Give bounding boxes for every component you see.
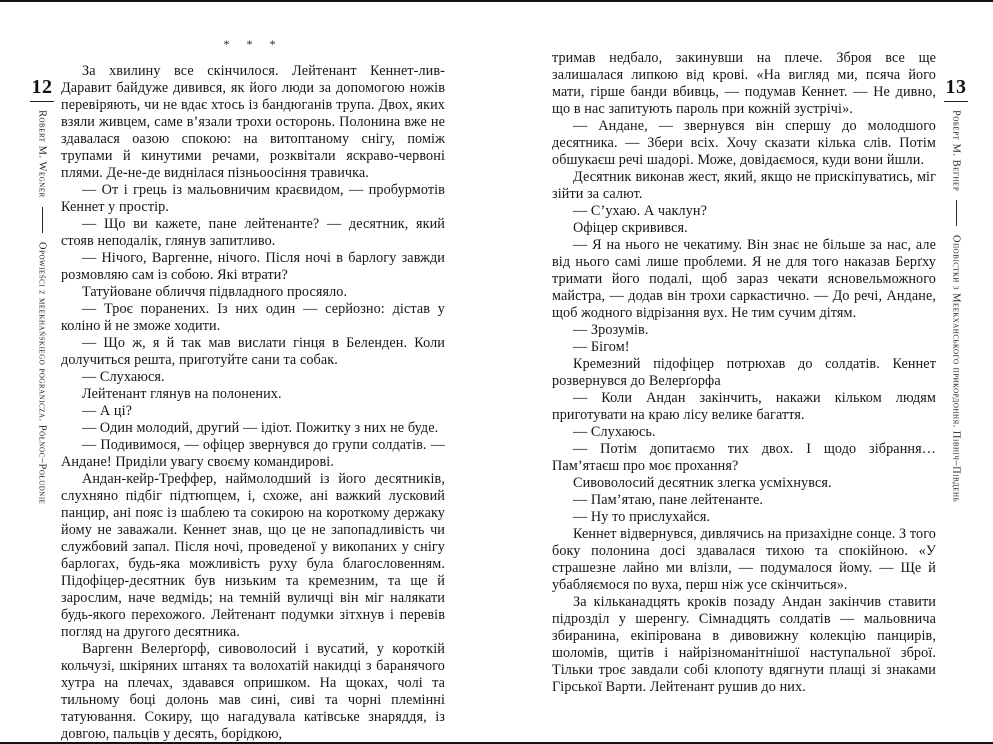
paragraph: Кеннет відвернувся, дивлячись на призахідне сонце. З того боку полонина досі здавалася тихою та спокійною. «У страшезне лайно ми влізли, — подумалося йому. — Ще й убабляємося по вуха, перш ніж усе скінчиться». (552, 526, 936, 593)
running-title-left (37, 110, 48, 504)
left-margin-strip (24, 76, 60, 504)
paragraph: Сивоволосий десятник злегка усміхнувся. (573, 475, 832, 491)
section-break-ornament: * * * (223, 37, 283, 51)
left-page-column (61, 36, 445, 743)
right-page-column (552, 50, 936, 696)
paragraph: — С’ухаю. А чаклун? (573, 203, 707, 219)
paragraph: Татуйоване обличчя підвладного просяяло. (82, 284, 348, 300)
paragraph: — А ці? (82, 403, 133, 419)
paragraph: Лейтенант глянув на полонених. (82, 386, 282, 402)
margin-divider-right (956, 200, 957, 226)
paragraph: — От і грець із мальовничим краєвидом, — пробурмотів Кеннет у простір. (61, 182, 445, 215)
paragraph: — Бігом! (573, 339, 630, 355)
paragraph: Десятник виконав жест, який, якщо не прискіпуватись, міг зійти за салют. (552, 169, 936, 202)
page-number-right: 13 (945, 76, 967, 98)
paragraph: — Потім допитаємо тих двох. І щодо зібрання… Пам’ятаєш про моє прохання? (552, 441, 936, 474)
top-edge-line (0, 0, 993, 2)
paragraph: — Пам’ятаю, пане лейтенанте. (573, 492, 763, 508)
paragraph: Андан-кейр-Треффер, наймолодший із його десятників, слухняно підбіг підтюпцем, і, схоже, ані важкий лусковий панцир, ані пояс із шаблею та сокирою на короткому держаку йому не заважали. Кеннет знав, що це не запопадливість чи службовий запал. Після ночі, проведеної у викопаних у снігу барлогах, будь-яка можливість руху була благословенням. Підофіцер-десятник був низьким та кремезним, та ще й зарослим, наче ведмідь; на темній вуличці він міг налякати будь-якого перехожого. Лейтенант подумки зітхнув і перевів погляд на другого десятника. (61, 471, 445, 640)
margin-title-right: Оповістки з Меекханського прикордоння. Північ–Південь (950, 235, 962, 503)
paragraph: — Що ж, я й так мав вислати гінця в Беленден. Коли долучиться решта, приготуйте сани та собак. (61, 335, 445, 368)
paragraph: — Троє поранених. Із них один — серйозно: дістав у коліно й не зможе ходити. (61, 301, 445, 334)
paragraph: За хвилину все скінчилося. Лейтенант Кеннет-лив-Даравит байдуже дивився, як його люди за допомогою ножів перевіряють, чи не вдає хтось із бандюганів трупа. Двох, яких взяли живцем, саме в’язали трохи осторонь. Полонина вже не здавалася оазою спокою: на витоптаному снігу, поміж трупами й кинутими речами, розквітали яскраво-червоні плями. Де-не-де виднілася пізньоосіння травичка. (61, 63, 445, 181)
paragraph: — Ну то прислухайся. (573, 509, 711, 525)
paragraph: — Слухаюся. (82, 369, 165, 385)
page-number-rule-right (944, 101, 968, 102)
paragraph: — Слухаюсь. (573, 424, 656, 440)
margin-title-left: Opowieści z meekhańskiego pogranicza. Północ–Południe (36, 241, 48, 505)
margin-author-right: Роберт М. Вегнер (950, 110, 962, 192)
paragraph: — Нічого, Варгенне, нічого. Після ночі в барлогу завжди розмовляю сам із собою. Які втрати? (61, 250, 445, 283)
margin-author-left: Robert M. Wegner (36, 110, 48, 198)
paragraph: Офіцер скривився. (573, 220, 688, 236)
paragraph: тримав недбало, закинувши на плече. Зброя все ще залишалася липкою від крові. «На вигляд ми, псяча його мати, гірше банди вбивць, — подумав Кеннет. — Не дивно, що в нас запитують пароль при кожній зустрічі». (552, 50, 936, 117)
paragraph: — Що ви кажете, пане лейтенанте? — десятник, який стояв неподалік, глянув запитливо. (61, 216, 445, 249)
paragraph: — Подивимося, — офіцер звернувся до групи солдатів. — Андане! Приділи увагу своєму командирові. (61, 437, 445, 470)
paragraph: За кільканадцять кроків позаду Андан закінчив ставити підрозділ у шеренгу. Сімнадцять солдатів — мальовнича збиранина, екіпірована в дивовижну колекцію панцирів, шоломів, щитів і найрізноманітнішої наступальної зброї. Тільки троє завдали собі клопоту вдягнути плащі зі знаками Гірської Варти. Лейтенант рушив до них. (552, 594, 936, 695)
paragraph: — Я на нього не чекатиму. Він знає не більше за нас, але від нього самі лише проблеми. Я не для того наказав Берґху тримати його подалі, щоб зараз чекати ясновельможного майстра, — додав він трохи саркастично. — До речі, Андане, щоб жодного відрізання вух. Не тим сучим дітям. (552, 237, 936, 321)
margin-divider-left (42, 207, 43, 233)
running-title-right (951, 110, 962, 502)
right-margin-strip (938, 76, 974, 502)
paragraph: — Андане, — звернувся він спершу до молодшого десятника. — Збери всіх. Хочу сказати кілька слів. Потім обшукаєш речі шадорі. Може, довідаємося, куди вони йшли. (552, 118, 936, 168)
page-number-rule-left (30, 101, 54, 102)
paragraph: — Один молодий, другий — ідіот. Пожитку з них не буде. (82, 420, 439, 436)
left-page-paragraphs (61, 63, 445, 743)
right-page-paragraphs (552, 50, 936, 696)
paragraph: Кремезний підофіцер потрюхав до солдатів. Кеннет розвернувся до Велерґорфа (552, 356, 936, 389)
paragraph: — Коли Андан закінчить, накажи кільком людям приготувати на краю лісу велике багаття. (552, 390, 936, 423)
paragraph: — Зрозумів. (573, 322, 649, 338)
page-number-left: 12 (31, 76, 53, 98)
paragraph: Варгенн Велерґорф, сивоволосий і вусатий, у короткій кольчузі, шкіряних штанях та волохатій накидці з баранячого хутра на плечах, здавався опришком. На щоках, чолі та тильному боці долонь мав сині, сиві та чорні племінні татуювання. Сокиру, що нагадувала катівське знаряддя, із довгою, пальців у десять, борідкою, (61, 641, 445, 742)
